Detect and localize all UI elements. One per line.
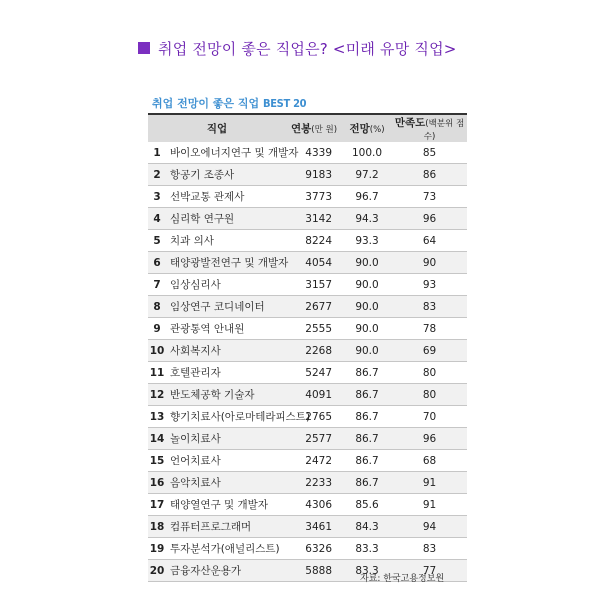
job-cell: 임상연구 코디네이터 [166, 296, 286, 318]
table-row [148, 318, 467, 340]
job-cell: 호텔관리자 [166, 362, 286, 384]
job-cell: 금융자산운용가 [166, 560, 286, 582]
table-header-row [148, 114, 467, 142]
rank-cell: 4 [148, 208, 166, 230]
outlook-cell: 86.7 [342, 406, 392, 428]
outlook-cell: 90.0 [342, 340, 392, 362]
subtitle-best: BEST 20 [262, 97, 307, 110]
rank-cell: 17 [148, 494, 166, 516]
rank-cell: 5 [148, 230, 166, 252]
satisfaction-cell: 96 [392, 208, 467, 230]
satisfaction-cell: 69 [392, 340, 467, 362]
outlook-cell: 96.7 [342, 186, 392, 208]
salary-cell: 4339 [286, 142, 342, 164]
table-subtitle [148, 95, 467, 113]
satisfaction-cell: 80 [392, 384, 467, 406]
rank-cell: 10 [148, 340, 166, 362]
job-cell: 반도체공학 기술자 [166, 384, 286, 406]
rank-cell: 14 [148, 428, 166, 450]
salary-cell: 3773 [286, 186, 342, 208]
satisfaction-cell: 70 [392, 406, 467, 428]
job-cell: 임상심리사 [166, 274, 286, 296]
table-row [148, 186, 467, 208]
satisfaction-cell: 85 [392, 142, 467, 164]
job-cell: 관광통역 안내원 [166, 318, 286, 340]
job-cell: 놀이치료사 [166, 428, 286, 450]
satisfaction-cell: 91 [392, 472, 467, 494]
header-job: 직업 [148, 114, 286, 142]
table-row [148, 494, 467, 516]
job-cell: 태양열연구 및 개발자 [166, 494, 286, 516]
satisfaction-cell: 96 [392, 428, 467, 450]
job-cell: 바이오에너지연구 및 개발자 [166, 142, 286, 164]
job-cell: 향기치료사(아로마테라피스트) [166, 406, 286, 428]
rank-cell: 2 [148, 164, 166, 186]
job-cell: 컴퓨터프로그래머 [166, 516, 286, 538]
outlook-cell: 85.6 [342, 494, 392, 516]
rank-cell: 12 [148, 384, 166, 406]
rank-cell: 16 [148, 472, 166, 494]
satisfaction-cell: 93 [392, 274, 467, 296]
satisfaction-cell: 73 [392, 186, 467, 208]
table-row [148, 164, 467, 186]
outlook-cell: 83.3 [342, 538, 392, 560]
source-note: 자료: 한국고용정보원 [360, 574, 445, 584]
salary-cell: 2472 [286, 450, 342, 472]
salary-cell: 8224 [286, 230, 342, 252]
salary-cell: 5247 [286, 362, 342, 384]
outlook-cell: 93.3 [342, 230, 392, 252]
salary-cell: 5888 [286, 560, 342, 582]
table-row [148, 538, 467, 560]
satisfaction-cell: 83 [392, 538, 467, 560]
table-row [148, 208, 467, 230]
salary-cell: 2677 [286, 296, 342, 318]
job-cell: 심리학 연구원 [166, 208, 286, 230]
job-cell: 언어치료사 [166, 450, 286, 472]
table-row [148, 362, 467, 384]
header-satisfaction: 만족도(백분위 점수) [392, 114, 467, 142]
outlook-cell: 90.0 [342, 318, 392, 340]
satisfaction-cell: 90 [392, 252, 467, 274]
table-row [148, 142, 467, 164]
salary-cell: 3461 [286, 516, 342, 538]
subtitle-prefix: 취업 전망이 좋은 직업 [152, 97, 260, 110]
satisfaction-cell: 91 [392, 494, 467, 516]
table-row [148, 274, 467, 296]
salary-cell: 3142 [286, 208, 342, 230]
rank-cell: 8 [148, 296, 166, 318]
table-row [148, 516, 467, 538]
outlook-cell: 86.7 [342, 362, 392, 384]
square-bullet-icon [138, 42, 150, 54]
salary-cell: 2233 [286, 472, 342, 494]
rank-cell: 6 [148, 252, 166, 274]
outlook-cell: 86.7 [342, 472, 392, 494]
heading-text: 취업 전망이 좋은 직업은? <미래 유망 직업> [158, 39, 457, 58]
rank-cell: 19 [148, 538, 166, 560]
jobs-table-block [148, 95, 467, 582]
salary-cell: 4054 [286, 252, 342, 274]
outlook-cell: 83.3 [342, 560, 392, 582]
job-cell: 사회복지사 [166, 340, 286, 362]
rank-cell: 9 [148, 318, 166, 340]
header-outlook: 전망(%) [342, 114, 392, 142]
page-heading [138, 38, 457, 58]
salary-cell: 2765 [286, 406, 342, 428]
salary-cell: 2555 [286, 318, 342, 340]
outlook-cell: 86.7 [342, 384, 392, 406]
outlook-cell: 94.3 [342, 208, 392, 230]
outlook-cell: 84.3 [342, 516, 392, 538]
table-row [148, 384, 467, 406]
header-salary: 연봉(만 원) [286, 114, 342, 142]
salary-cell: 9183 [286, 164, 342, 186]
table-row [148, 252, 467, 274]
satisfaction-cell: 78 [392, 318, 467, 340]
jobs-table [148, 113, 467, 582]
satisfaction-cell: 86 [392, 164, 467, 186]
job-cell: 투자분석가(애널리스트) [166, 538, 286, 560]
rank-cell: 1 [148, 142, 166, 164]
job-cell: 항공기 조종사 [166, 164, 286, 186]
salary-cell: 2268 [286, 340, 342, 362]
outlook-cell: 86.7 [342, 428, 392, 450]
table-row [148, 296, 467, 318]
outlook-cell: 90.0 [342, 274, 392, 296]
rank-cell: 11 [148, 362, 166, 384]
satisfaction-cell: 80 [392, 362, 467, 384]
table-row [148, 450, 467, 472]
salary-cell: 4091 [286, 384, 342, 406]
outlook-cell: 90.0 [342, 252, 392, 274]
rank-cell: 3 [148, 186, 166, 208]
satisfaction-cell: 64 [392, 230, 467, 252]
rank-cell: 13 [148, 406, 166, 428]
outlook-cell: 90.0 [342, 296, 392, 318]
rank-cell: 20 [148, 560, 166, 582]
table-row [148, 428, 467, 450]
satisfaction-cell: 77 [392, 560, 467, 582]
outlook-cell: 100.0 [342, 142, 392, 164]
salary-cell: 4306 [286, 494, 342, 516]
satisfaction-cell: 68 [392, 450, 467, 472]
job-cell: 선박교통 관제사 [166, 186, 286, 208]
table-row [148, 406, 467, 428]
job-cell: 음악치료사 [166, 472, 286, 494]
table-row [148, 230, 467, 252]
job-cell: 태양광발전연구 및 개발자 [166, 252, 286, 274]
job-cell: 치과 의사 [166, 230, 286, 252]
rank-cell: 15 [148, 450, 166, 472]
table-row [148, 340, 467, 362]
rank-cell: 7 [148, 274, 166, 296]
rank-cell: 18 [148, 516, 166, 538]
outlook-cell: 86.7 [342, 450, 392, 472]
table-row [148, 472, 467, 494]
satisfaction-cell: 94 [392, 516, 467, 538]
salary-cell: 6326 [286, 538, 342, 560]
satisfaction-cell: 83 [392, 296, 467, 318]
outlook-cell: 97.2 [342, 164, 392, 186]
salary-cell: 2577 [286, 428, 342, 450]
salary-cell: 3157 [286, 274, 342, 296]
